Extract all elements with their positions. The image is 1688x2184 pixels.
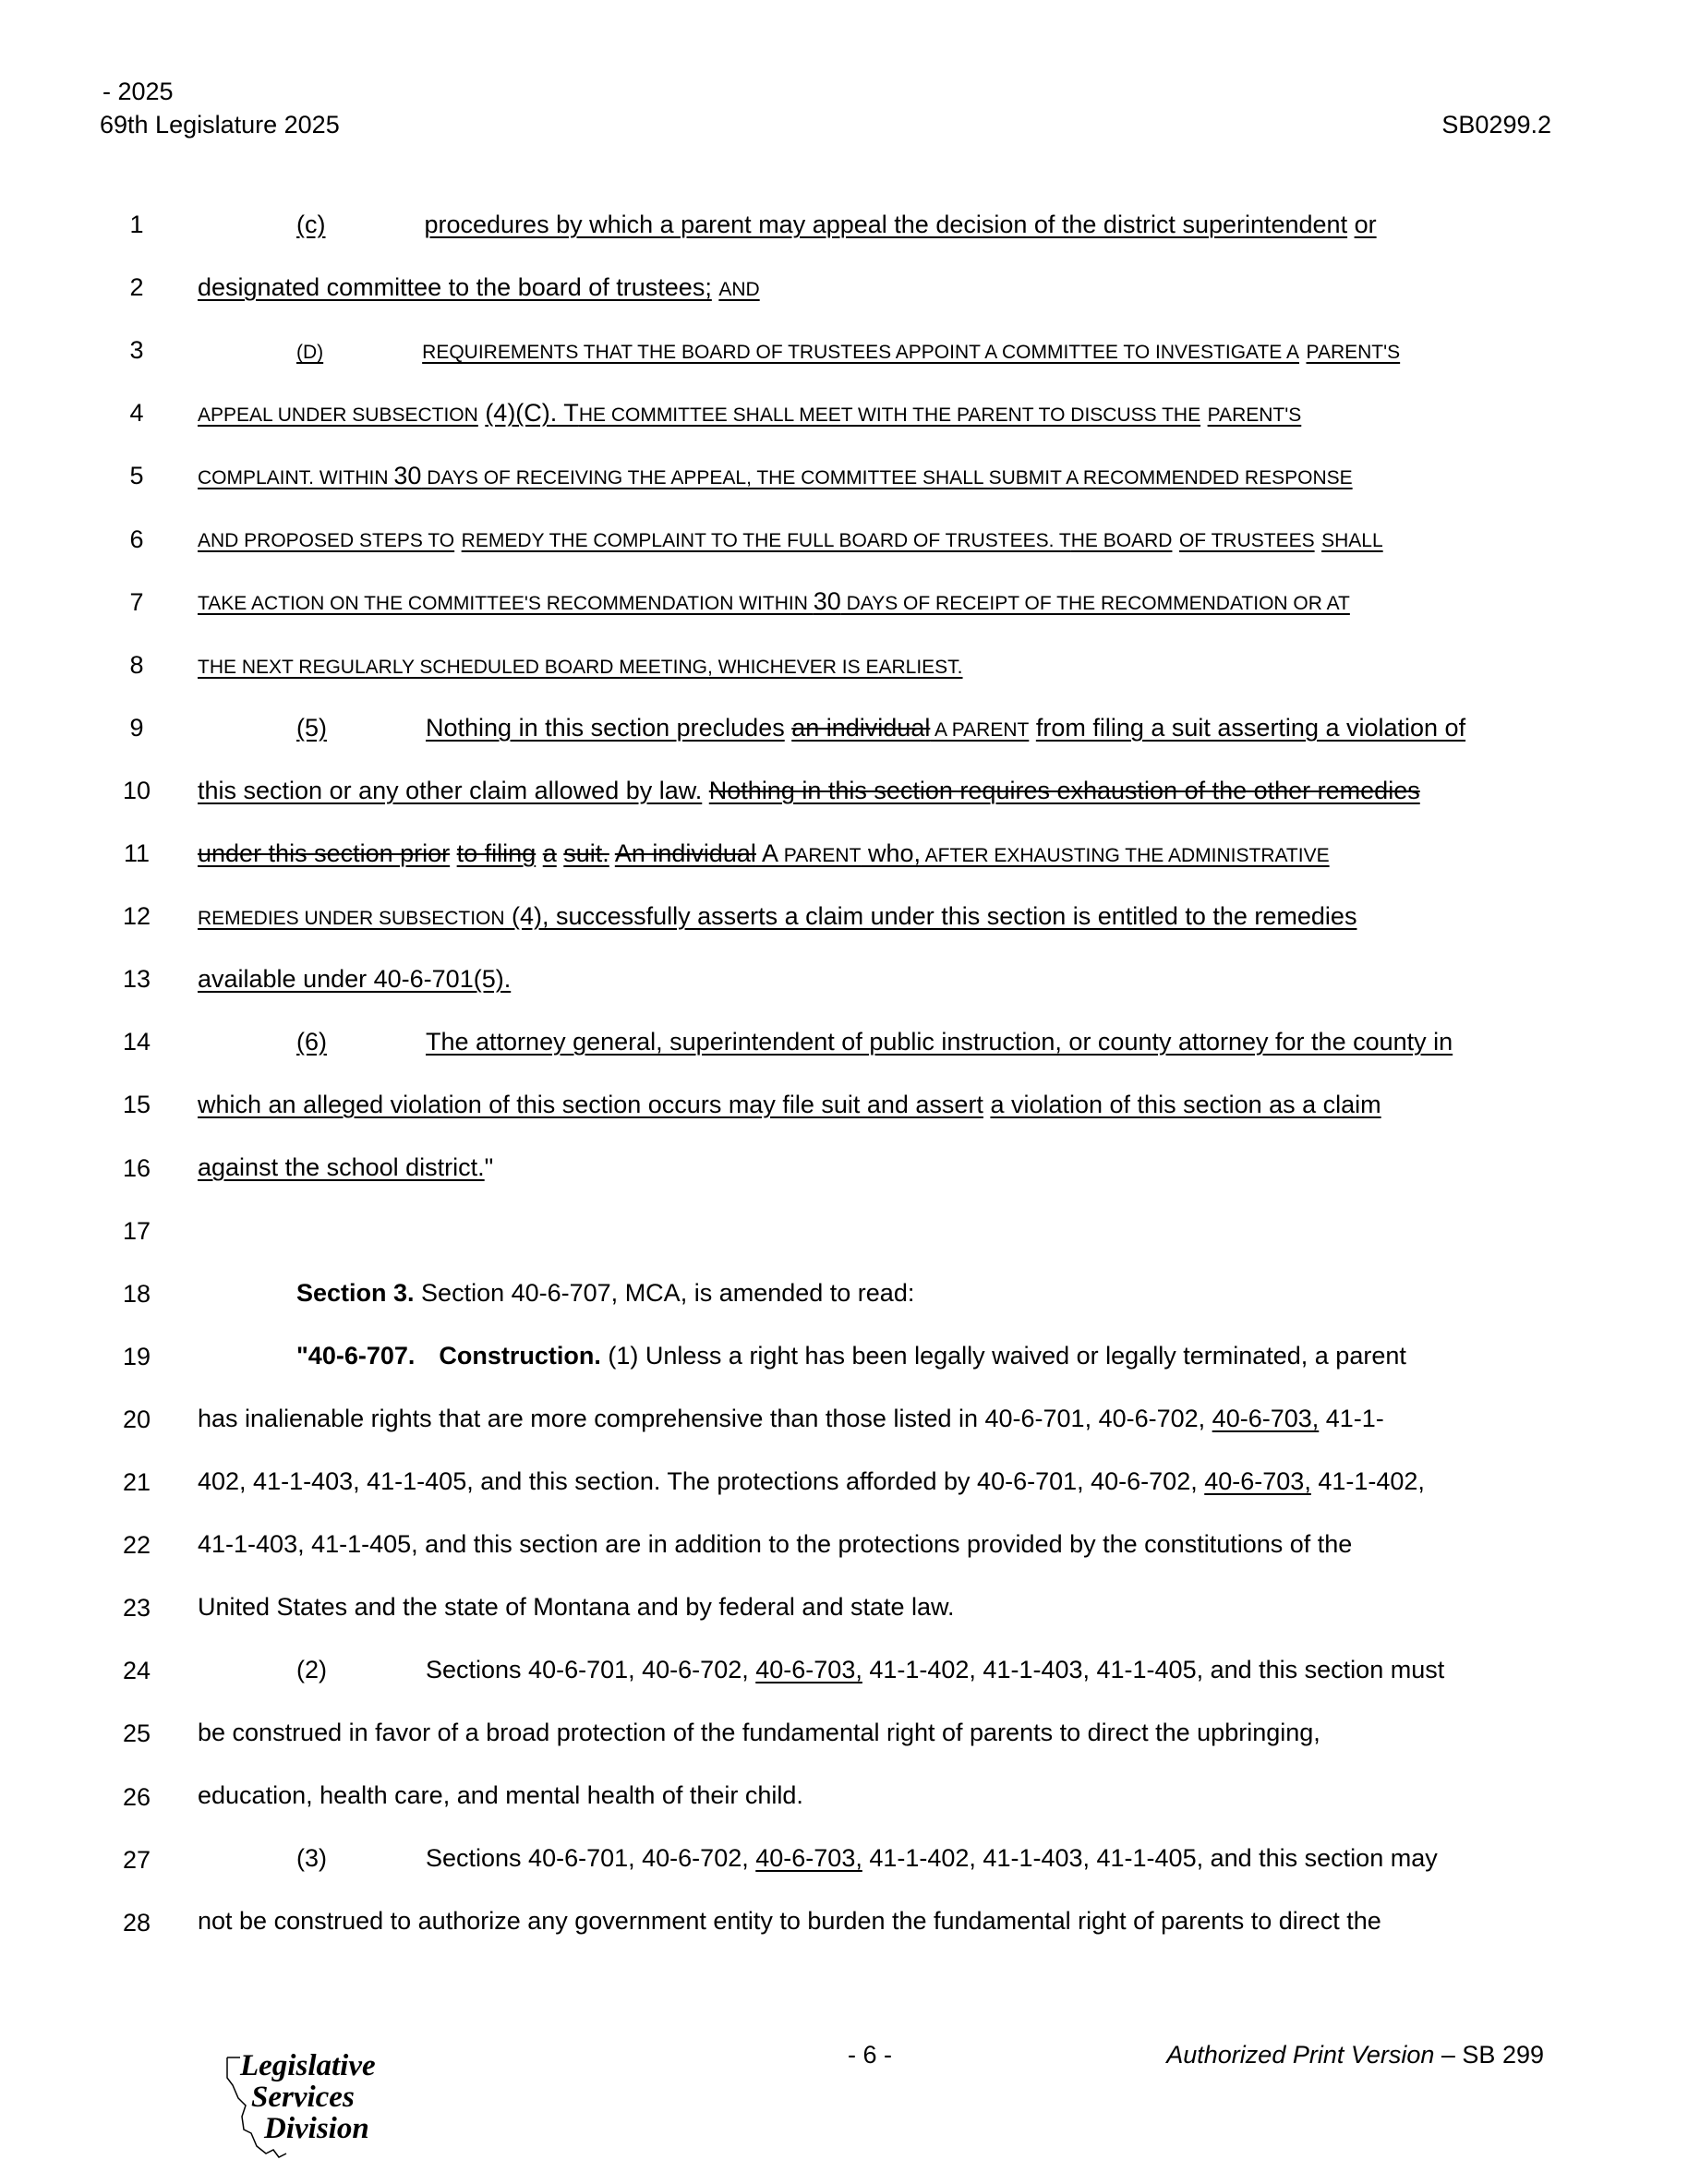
line-12 xyxy=(198,902,1559,933)
text: DAYS OF RECEIVING THE APPEAL, THE COMMITTEE SHALL SUBMIT A RECOMMENDED RESPONSE xyxy=(421,467,1353,489)
header-session: - 2025 xyxy=(102,78,174,105)
text: COMPLAINT. W xyxy=(198,467,338,489)
text: OF TRUSTEES xyxy=(1178,530,1315,551)
text: procedures by which a parent may appeal the decision of the district superintendent xyxy=(424,211,1348,238)
header-legislature: 69th Legislature 2025 xyxy=(100,111,340,139)
section-title: Construction. xyxy=(439,1342,601,1370)
text: or xyxy=(1354,211,1377,238)
line-number: 20 xyxy=(122,1405,151,1433)
line-number: 8 xyxy=(129,650,144,679)
text: be construed in favor of a broad protection of the fundamental right of parents to direct the upbringing, xyxy=(198,1719,1320,1746)
line-22 xyxy=(198,1530,1559,1558)
inserted-text: 40-6-703, xyxy=(755,1844,862,1872)
text: The attorney general, superintendent of public instruction, or county attorney for the county in xyxy=(426,1028,1453,1056)
text: 41-1-402, xyxy=(1310,1467,1425,1495)
inserted-text: REMEDIES UNDER SUBSECTION xyxy=(198,908,505,929)
inserted-text: A PARENT xyxy=(930,719,1030,741)
line-14 xyxy=(296,1028,1559,1056)
subsection-marker: (5) xyxy=(296,714,327,742)
authorized-print-version xyxy=(1166,2041,1544,2069)
quote-mark: " xyxy=(484,1153,494,1181)
text: SHALL xyxy=(1321,530,1383,551)
text: Nothing in this section precludes xyxy=(426,714,785,742)
text: 41-1- xyxy=(1319,1405,1384,1432)
logo-line-3: Division xyxy=(264,2112,369,2145)
line-21 xyxy=(198,1467,1559,1495)
text: education, health care, and mental health of their child. xyxy=(198,1781,803,1809)
text: PARENT'S xyxy=(1207,404,1302,426)
text: United States and the state of Montana and by federal and state law. xyxy=(198,1593,955,1621)
inserted-text: A xyxy=(755,839,778,867)
line-number: 7 xyxy=(129,587,144,616)
line-8 xyxy=(198,651,1559,682)
text: has inalienable rights that are more comprehensive than those listed in 40-6-701, 40-6-702, xyxy=(198,1405,1206,1432)
line-number: 14 xyxy=(122,1028,151,1056)
subsection-marker: (6) xyxy=(296,1028,327,1056)
text: TAKE ACTION ON THE COMMITTEE'S RECOMMENDATION WITHIN xyxy=(198,593,814,614)
text: REMEDY THE COMPLAINT TO THE FULL BOARD OF TRUSTEES. T xyxy=(461,530,1071,551)
line-5 xyxy=(198,462,1559,492)
line-1 xyxy=(296,211,1559,238)
line-number: 21 xyxy=(122,1468,151,1496)
line-number: 28 xyxy=(122,1908,151,1937)
line-2 xyxy=(198,273,1559,304)
struck-text: suit. xyxy=(563,839,609,867)
line-number: 2 xyxy=(129,273,144,302)
line-number: 15 xyxy=(122,1091,151,1119)
line-number: 22 xyxy=(122,1531,151,1560)
text: Sections 40-6-701, 40-6-702, xyxy=(426,1844,749,1872)
line-3 xyxy=(296,336,1559,367)
text: HE BOARD xyxy=(1070,530,1173,551)
line-10 xyxy=(198,777,1559,804)
text: HE COMMITTEE SHALL MEET WITH THE PARENT TO DISCUSS THE xyxy=(578,404,1201,426)
line-number: 10 xyxy=(122,776,151,804)
text: (1) Unless a right has been legally waived or legally terminated, a parent xyxy=(600,1342,1406,1370)
text: AND xyxy=(718,279,760,300)
subsection-marker: (c) xyxy=(296,211,326,238)
line-number: 4 xyxy=(129,399,144,428)
text: 41-1-402, 41-1-403, 41-1-405, and this section must xyxy=(862,1656,1445,1683)
subsection-marker: (3) xyxy=(296,1844,327,1872)
text: ITHIN xyxy=(337,467,394,489)
line-number: 5 xyxy=(129,462,144,490)
text: this section or any other claim allowed by law. xyxy=(198,777,703,804)
text: PARENT'S xyxy=(1306,342,1401,363)
struck-text: to filing xyxy=(456,839,537,867)
text: available under 40-6-701(5). xyxy=(198,965,512,993)
text: Sections 40-6-701, 40-6-702, xyxy=(426,1656,749,1683)
struck-text: an individual xyxy=(791,714,931,742)
inserted-text: PARENT xyxy=(778,845,862,866)
line-number: 9 xyxy=(129,713,144,742)
line-6 xyxy=(198,525,1559,555)
struck-text: under this section prior xyxy=(198,839,451,867)
text: against the school district. xyxy=(198,1153,485,1181)
text: DAYS OF RECEIPT OF THE RECOMMENDATION OR AT xyxy=(840,593,1350,614)
line-number: 17 xyxy=(122,1216,151,1245)
line-number: 1 xyxy=(129,211,144,238)
line-number: 6 xyxy=(129,525,144,553)
inserted-text: AFTER EXHAUSTING THE ADMINISTRATIVE xyxy=(920,845,1330,866)
line-27 xyxy=(296,1844,1559,1872)
line-23 xyxy=(198,1593,1559,1621)
text: a violation of this section as a claim xyxy=(990,1091,1381,1118)
logo-line-1: Legislative xyxy=(240,2049,376,2082)
inserted-text: 40-6-703, xyxy=(1212,1405,1320,1432)
line-7 xyxy=(198,587,1559,618)
inserted-text: 40-6-703, xyxy=(1204,1467,1311,1495)
struck-text: An individual xyxy=(614,839,756,867)
line-number: 11 xyxy=(123,839,151,867)
line-19 xyxy=(296,1342,1559,1370)
text: who, xyxy=(861,839,921,867)
struck-text: a xyxy=(542,839,557,867)
line-number: 13 xyxy=(122,965,151,994)
text: THE NEXT REGULARLY SCHEDULED BOARD MEETING, WHICHEVER IS EARLIEST. xyxy=(198,657,963,678)
line-4 xyxy=(198,399,1559,429)
text: 41-1-402, 41-1-403, 41-1-405, and this section may xyxy=(862,1844,1438,1872)
text: Section 40-6-707, MCA, is amended to read: xyxy=(414,1279,915,1307)
header-bill-id: SB0299.2 xyxy=(1441,111,1551,139)
line-16 xyxy=(198,1153,1559,1181)
text: designated committee to the board of trustees; xyxy=(198,273,712,301)
line-13 xyxy=(198,965,1559,993)
line-11 xyxy=(198,839,1559,870)
line-number: 3 xyxy=(129,336,144,365)
line-number: 18 xyxy=(122,1279,151,1308)
line-18 xyxy=(296,1279,1559,1307)
line-number: 27 xyxy=(122,1845,151,1874)
line-number: 12 xyxy=(122,902,151,931)
text: (4)(C). T xyxy=(485,399,579,427)
line-25 xyxy=(198,1719,1559,1746)
text: 30 xyxy=(393,462,422,489)
authorized-label: Authorized Print Version xyxy=(1166,2041,1435,2069)
page-number: - 6 - xyxy=(848,2041,893,2069)
line-28 xyxy=(198,1907,1559,1935)
text: 30 xyxy=(813,587,841,615)
line-24 xyxy=(296,1656,1559,1683)
logo-line-2: Services xyxy=(251,2081,355,2114)
text: from filing a suit asserting a violation of xyxy=(1035,714,1466,742)
line-number: 26 xyxy=(122,1782,151,1811)
section-heading: Section 3. xyxy=(296,1279,415,1307)
text: 402, 41-1-403, 41-1-405, and this section. The protections afforded by 40-6-701, 40-6-702, xyxy=(198,1467,1198,1495)
text: (4), successfully asserts a claim under this section is entitled to the remedies xyxy=(504,902,1357,930)
text: REQUIREMENTS THAT THE BOARD OF TRUSTEES APPOINT A COMMITTEE TO INVESTIGATE A xyxy=(422,342,1299,363)
line-number: 19 xyxy=(122,1342,151,1370)
inserted-text: 40-6-703, xyxy=(755,1656,862,1683)
line-number: 16 xyxy=(122,1153,151,1182)
line-number: 23 xyxy=(122,1594,151,1623)
text: not be construed to authorize any government entity to burden the fundamental right of parents to direct the xyxy=(198,1907,1381,1935)
section-number: "40-6-707. xyxy=(296,1342,416,1370)
text: APPEAL UNDER SUBSECTION xyxy=(198,404,478,426)
line-15 xyxy=(198,1091,1559,1118)
line-9 xyxy=(296,714,1559,744)
subsection-marker: (2) xyxy=(296,1656,327,1683)
line-26 xyxy=(198,1781,1559,1809)
line-number: 25 xyxy=(122,1719,151,1748)
text: which an alleged violation of this section occurs may file suit and assert xyxy=(198,1091,983,1118)
text: 41-1-403, 41-1-405, and this section are in addition to the protections provided by the constitutions of the xyxy=(198,1530,1353,1558)
subsection-marker: (D) xyxy=(296,342,324,363)
line-20 xyxy=(198,1405,1559,1432)
struck-text: Nothing in this section requires exhaustion of the other remedies xyxy=(708,777,1420,804)
text: AND PROPOSED STEPS TO xyxy=(198,530,455,551)
legislative-services-division-logo xyxy=(220,2050,404,2170)
line-number: 24 xyxy=(122,1657,151,1685)
bill-label: – SB 299 xyxy=(1434,2041,1544,2069)
